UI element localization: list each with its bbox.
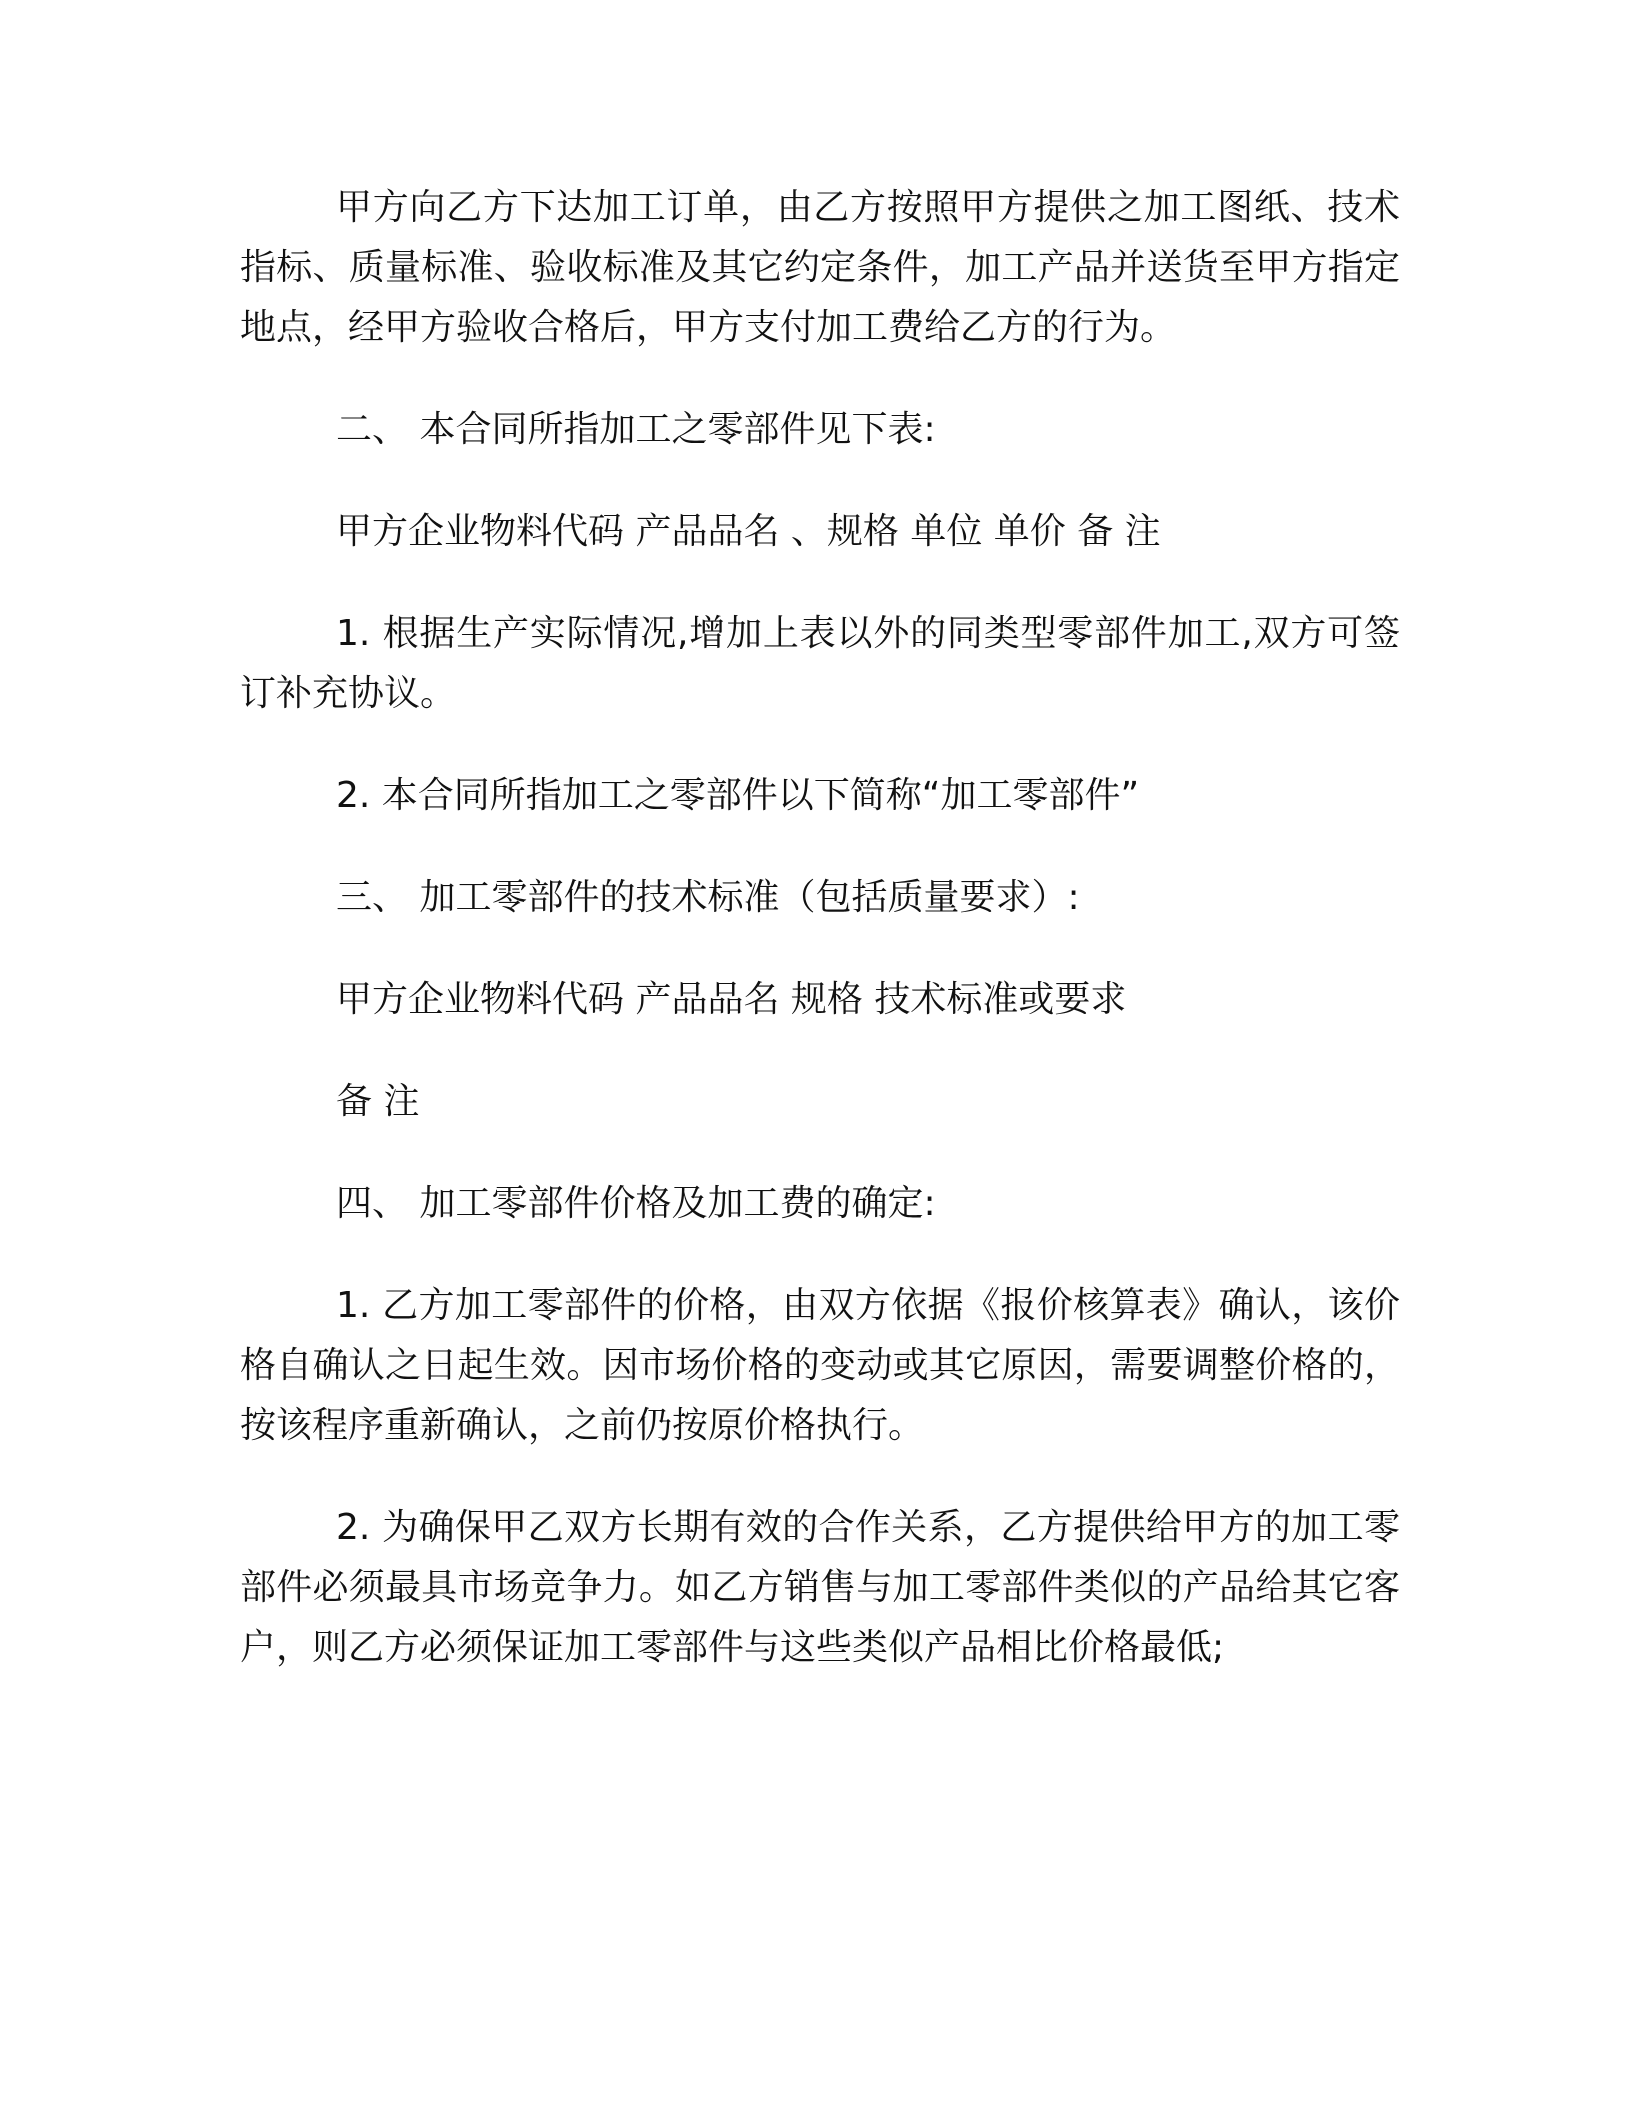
section-three-heading: 三、 加工零部件的技术标准（包括质量要求）: <box>336 877 1080 918</box>
remarks-label: 备 注 <box>336 1081 420 1122</box>
document-body <box>240 178 1400 1720</box>
standards-table-header: 甲方企业物料代码 产品品名 规格 技术标准或要求 <box>336 979 1127 1020</box>
parts-table-header: 甲方企业物料代码 产品品名 、规格 单位 单价 备 注 <box>336 511 1161 552</box>
paragraph-parts-abbreviation: 2. 本合同所指加工之零部件以下简称“加工零部件” <box>336 775 1140 816</box>
section-two-heading: 二、 本合同所指加工之零部件见下表: <box>336 409 936 450</box>
paragraph-order-definition: 甲方向乙方下达加工订单，由乙方按照甲方提供之加工图纸、技术指标、质量标准、验收标准及其它约定条件，加工产品并送货至甲方指定地点，经甲方验收合格后，甲方支付加工费给乙方的行为。 <box>240 187 1400 348</box>
paragraph-competitive-price: 2. 为确保甲乙双方长期有效的合作关系，乙方提供给甲方的加工零部件必须最具市场竞争力。如乙方销售与加工零部件类似的产品给其它客户，则乙方必须保证加工零部件与这些类似产品相比价格最低; <box>240 1507 1400 1668</box>
section-four-heading: 四、 加工零部件价格及加工费的确定: <box>336 1183 936 1224</box>
paragraph-price-confirmation: 1. 乙方加工零部件的价格，由双方依据《报价核算表》确认，该价格自确认之日起生效。因市场价格的变动或其它原因，需要调整价格的，按该程序重新确认，之前仍按原价格执行。 <box>240 1285 1400 1446</box>
paragraph-supplementary-agreement: 1. 根据生产实际情况,增加上表以外的同类型零部件加工,双方可签订补充协议。 <box>240 613 1400 714</box>
